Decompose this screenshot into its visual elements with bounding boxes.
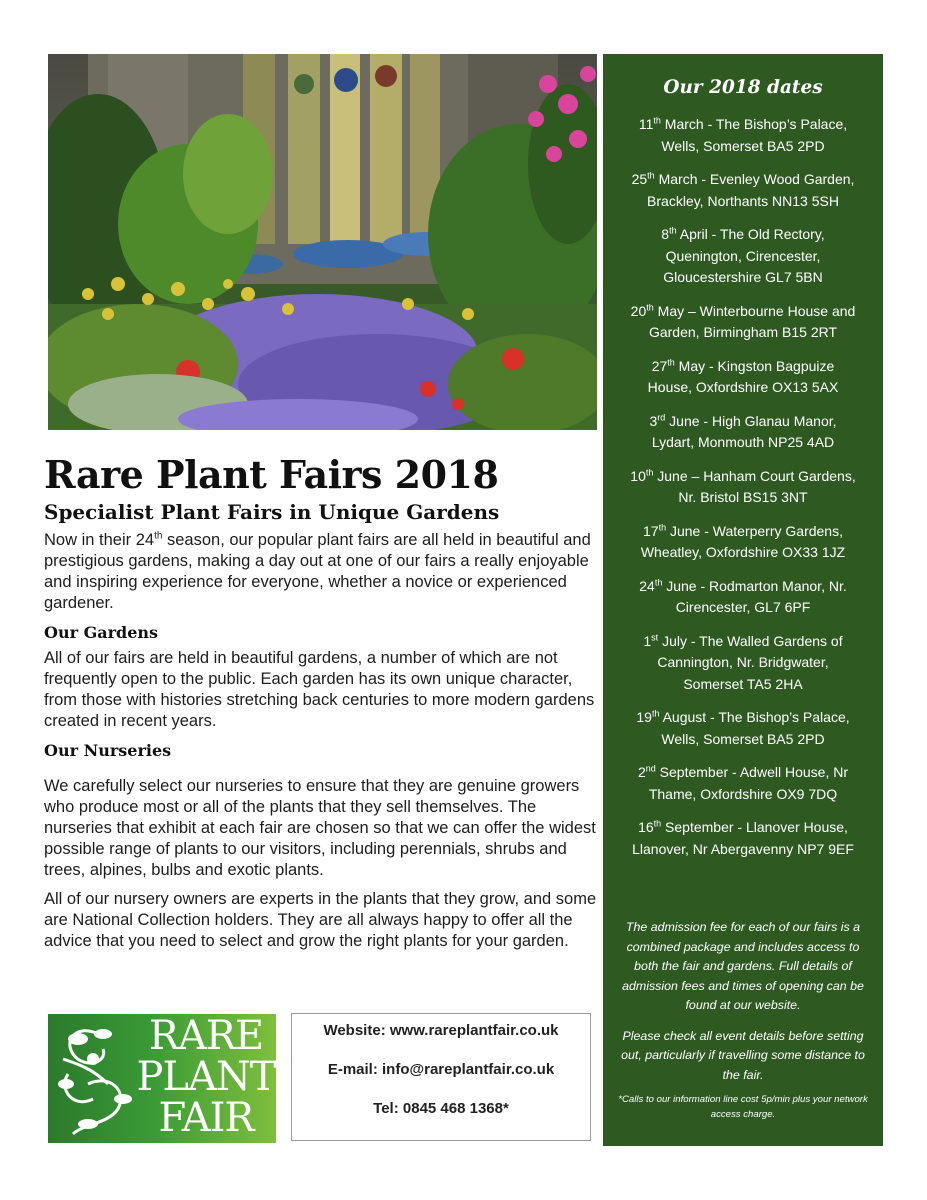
- date-line: [617, 377, 869, 399]
- date-line: [617, 817, 869, 839]
- date-text: Thame, Oxfordshire OX9 7DQ: [648, 785, 838, 802]
- date-item: [603, 707, 883, 750]
- date-text: Llanover, Nr Abergavenny NP7 9EF: [632, 840, 854, 857]
- date-day: 25: [631, 171, 648, 187]
- logo-wordmark: [136, 1016, 276, 1139]
- date-text: May – Winterbourne House and: [653, 302, 856, 319]
- calls-cost-note: *Calls to our information line cost 5p/min plus your network access charge.: [618, 1094, 868, 1120]
- date-ordinal: th: [654, 576, 663, 587]
- date-line: [617, 246, 869, 268]
- date-line: [617, 224, 869, 246]
- date-day: 8: [661, 226, 670, 242]
- date-line: [617, 674, 869, 696]
- date-line: [617, 839, 869, 861]
- contact-box: [291, 1013, 591, 1141]
- date-line: [617, 542, 869, 564]
- page-title: Rare Plant Fairs 2018: [44, 452, 499, 497]
- date-day: 1: [643, 632, 652, 649]
- date-line: [617, 466, 869, 488]
- date-item: [603, 301, 883, 344]
- main-content: [44, 452, 604, 952]
- date-ordinal: st: [651, 631, 659, 642]
- date-line: [617, 652, 869, 674]
- date-day: 2: [637, 764, 646, 780]
- check-details-note: Please check all event details before setting out, particularly if travelling some distance to the fair.: [621, 1028, 865, 1082]
- date-day: 16: [638, 819, 654, 835]
- date-item: [603, 356, 883, 399]
- dates-title: Our 2018 dates: [663, 77, 823, 98]
- date-line: [617, 521, 869, 543]
- date-item: [603, 169, 883, 212]
- date-item: [603, 576, 883, 619]
- date-text: March - Evenley Wood Garden,: [654, 171, 855, 187]
- date-line: [617, 114, 869, 136]
- garden-photo: [48, 54, 597, 430]
- intro-text-start: Now in their 24: [44, 531, 155, 549]
- gardens-paragraph: All of our fairs are held in beautiful gardens, a number of which are not frequently open to the public. Each garden has its own unique character, from those with histories stretching back centuries to more modern gardens created in recent years.: [44, 649, 595, 730]
- date-day: 24: [639, 577, 655, 594]
- date-text: Garden, Birmingham B15 2RT: [648, 324, 838, 340]
- rare-plant-fair-logo: [48, 1014, 276, 1143]
- date-text: House, Oxfordshire OX13 5AX: [647, 379, 839, 395]
- intro-superscript: th: [154, 530, 163, 542]
- date-line: [617, 597, 869, 619]
- intro-paragraph: [44, 530, 604, 614]
- date-item: [603, 114, 883, 157]
- phone-number: Tel: 0845 468 1368*: [373, 1100, 509, 1117]
- date-text: June - High Glanau Manor,: [665, 412, 837, 429]
- date-line: [617, 322, 869, 344]
- date-text: June – Hanham Court Gardens,: [653, 467, 856, 484]
- date-text: July - The Walled Gardens of: [658, 632, 843, 649]
- garden-photo-icon: [48, 54, 597, 430]
- email-link[interactable]: E-mail: info@rareplantfair.co.uk: [327, 1061, 555, 1078]
- date-ordinal: th: [647, 170, 655, 181]
- date-text: Somerset TA5 2HA: [683, 675, 803, 692]
- date-text: Cannington, Nr. Bridgwater,: [657, 654, 829, 670]
- date-day: 3: [649, 412, 658, 429]
- logo-word-rare: RARE: [148, 1014, 264, 1059]
- date-text: March - The Bishop’s Palace,: [660, 116, 848, 132]
- date-text: September - Llanover House,: [661, 819, 848, 835]
- date-item: [603, 411, 883, 454]
- date-text: Wheatley, Oxfordshire OX33 1JZ: [640, 544, 846, 560]
- date-ordinal: nd: [645, 763, 656, 774]
- date-ordinal: th: [653, 818, 662, 829]
- date-line: [617, 267, 869, 289]
- date-text: Nr. Bristol BS15 3NT: [678, 489, 808, 505]
- date-text: September - Adwell House, Nr: [655, 764, 848, 780]
- date-item: [603, 817, 883, 860]
- date-text: June - Waterperry Gardens,: [666, 522, 843, 539]
- page-subtitle: Specialist Plant Fairs in Unique Gardens: [44, 500, 500, 524]
- date-ordinal: th: [658, 521, 667, 532]
- nurseries-paragraph-1: We carefully select our nurseries to ensure that they are genuine growers who produce most or all of the plants that they sell themselves. The nurseries that exhibit at each fair are chosen so that we can offer the widest possible range of plants to our visitors, including perennials, shrubs and trees, alpines, bulbs and exotic plants.: [44, 777, 596, 879]
- date-line: [617, 191, 869, 213]
- date-line: [617, 301, 869, 323]
- date-day: 17: [643, 522, 659, 539]
- nurseries-heading: Our Nurseries: [44, 741, 172, 760]
- date-text: April - The Old Rectory,: [676, 226, 825, 242]
- date-day: 10: [630, 467, 646, 484]
- date-line: [617, 487, 869, 509]
- date-line: [617, 729, 869, 751]
- date-text: June - Rodmarton Manor, Nr.: [662, 577, 847, 594]
- admission-note: The admission fee for each of our fairs is a combined package and includes access to both the fair and gardens. Full details of admission fees and times of opening can be found at our website.: [622, 920, 864, 1012]
- dates-list: [603, 114, 883, 860]
- date-line: [617, 411, 869, 433]
- date-line: [617, 432, 869, 454]
- date-line: [617, 631, 869, 653]
- date-line: [617, 136, 869, 158]
- date-ordinal: th: [653, 115, 661, 126]
- date-text: Quenington, Cirencester,: [665, 247, 821, 264]
- logo-word-fair: FAIR: [158, 1095, 254, 1141]
- intro-text-end: season, our popular plant fairs are all held in beautiful and prestigious gardens, making a day out at one of our fairs a really enjoyable and inspiring experience for everyone, whether a novice or experienced gardener.: [44, 531, 591, 612]
- date-item: [603, 762, 883, 805]
- date-text: August - The Bishop’s Palace,: [659, 709, 850, 725]
- date-item: [603, 631, 883, 696]
- date-ordinal: rd: [657, 411, 666, 422]
- date-line: [617, 169, 869, 191]
- website-link[interactable]: Website: www.rareplantfair.co.uk: [323, 1022, 559, 1039]
- date-line: [617, 356, 869, 378]
- date-ordinal: th: [645, 466, 654, 477]
- date-item: [603, 521, 883, 564]
- date-day: 20: [630, 302, 647, 319]
- date-line: [617, 762, 869, 784]
- date-text: Wells, Somerset BA5 2PD: [661, 730, 825, 747]
- nurseries-paragraph-2: All of our nursery owners are experts in the plants that they grow, and some are National Collection holders. They are all always happy to offer all the advice that you need to select and grow the right plants for your garden.: [44, 890, 597, 950]
- date-day: 11: [638, 116, 654, 132]
- date-ordinal: th: [646, 301, 654, 312]
- date-ordinal: th: [667, 356, 675, 367]
- date-item: [603, 224, 883, 289]
- date-text: Cirencester, GL7 6PF: [675, 599, 811, 615]
- date-day: 27: [651, 357, 668, 374]
- gardens-heading: Our Gardens: [44, 623, 159, 642]
- date-item: [603, 466, 883, 509]
- date-text: Brackley, Northants NN13 5SH: [647, 192, 839, 209]
- flower-emblem-icon: [48, 1014, 148, 1143]
- date-text: May - Kingston Bagpuize: [674, 357, 835, 374]
- logo-word-plant: PLANT: [136, 1054, 276, 1100]
- dates-sidebar: [603, 54, 883, 1146]
- date-line: [617, 707, 869, 729]
- date-text: Wells, Somerset BA5 2PD: [661, 137, 825, 154]
- date-line: [617, 576, 869, 598]
- date-line: [617, 784, 869, 806]
- date-day: 19: [636, 709, 652, 725]
- date-ordinal: th: [651, 708, 660, 719]
- date-ordinal: th: [669, 225, 677, 236]
- date-text: Gloucestershire GL7 5BN: [663, 269, 823, 285]
- date-text: Lydart, Monmouth NP25 4AD: [651, 434, 835, 450]
